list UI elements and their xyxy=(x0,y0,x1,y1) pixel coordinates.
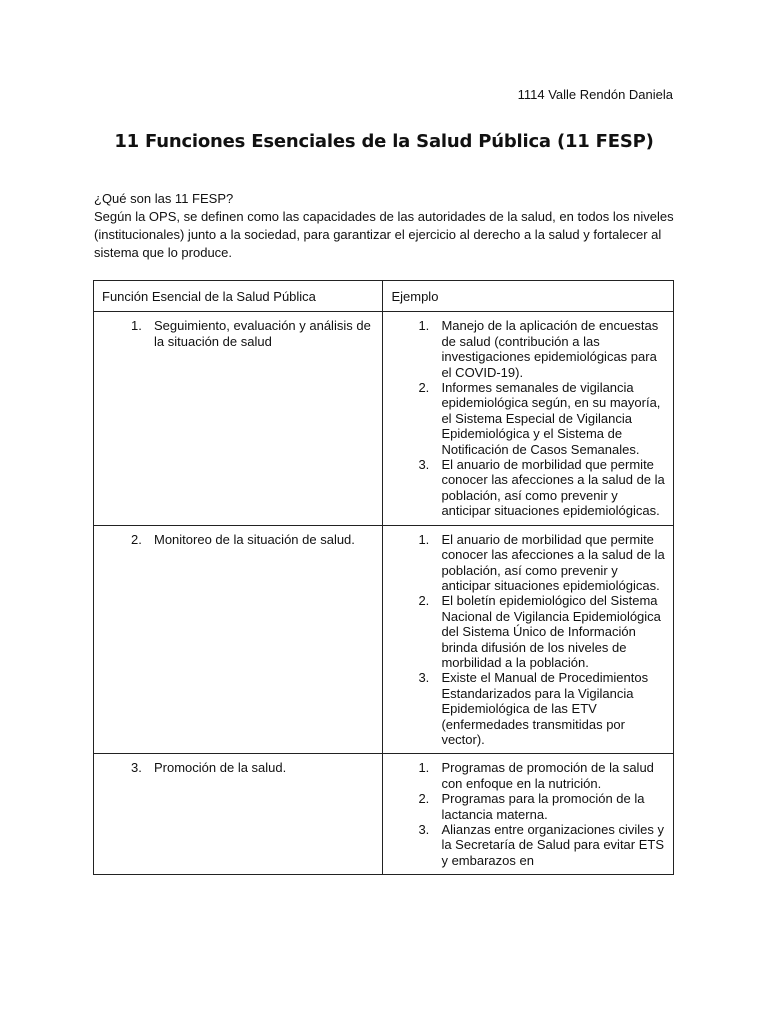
fesp-table xyxy=(93,280,674,875)
example-cell xyxy=(383,754,674,875)
intro-answer: Según la OPS, se definen como las capacidades de las autoridades de la salud, en todos los niveles (institucionales) junto a la sociedad, para garantizar el ejercicio al derecho a la salud y fortalecer al sistema que lo produce. xyxy=(94,209,674,260)
function-cell xyxy=(94,754,383,875)
table-row xyxy=(94,312,674,525)
example-item: 1. Manejo de la aplicación de encuestas de salud (contribución a las investigaciones epidemiológicas para el COVID-19). xyxy=(418,318,659,380)
example-item: 2. Programas para la promoción de la lactancia materna. xyxy=(418,791,645,822)
intro-question: ¿Qué son las 11 FESP? xyxy=(94,191,234,206)
example-item: 2. Informes semanales de vigilancia epidemiológica según, en su mayoría, el Sistema Especial de Vigilancia Epidemiológica y el Sistema de Notificación de Casos Semanales. xyxy=(418,380,661,457)
header-function: Función Esencial de la Salud Pública xyxy=(94,281,383,312)
example-item: 1. El anuario de morbilidad que permite conocer las afecciones a la salud de la población, así como prevenir y anticipar situaciones epidemiológicas. xyxy=(418,531,665,593)
example-cell xyxy=(383,312,674,525)
intro-section xyxy=(94,190,674,262)
function-item: 2. Monitoreo de la situación de salud. xyxy=(131,531,355,547)
example-item: 3. Existe el Manual de Procedimientos Estandarizados para la Vigilancia Epidemiológica de las ETV (enfermedades transmitidas por vector). xyxy=(418,670,649,747)
example-cell xyxy=(383,525,674,754)
function-cell xyxy=(94,525,383,754)
table-row xyxy=(94,754,674,875)
document-title: 11 Funciones Esenciales de la Salud Pública (11 FESP) xyxy=(114,131,654,152)
table-row xyxy=(94,525,674,754)
example-item: 3. Alianzas entre organizaciones civiles y la Secretaría de Salud para evitar ETS y embarazos en xyxy=(418,822,665,868)
author-name: 1114 Valle Rendón Daniela xyxy=(517,87,673,102)
example-item: 2. El boletín epidemiológico del Sistema Nacional de Vigilancia Epidemiológica del Sistema Único de Información brinda difusión de los niveles de morbilidad a la población. xyxy=(418,593,661,670)
table-header-row xyxy=(94,281,674,312)
example-item: 1. Programas de promoción de la salud con enfoque en la nutrición. xyxy=(418,760,654,791)
header-example: Ejemplo xyxy=(383,281,674,312)
function-item: 3. Promoción de la salud. xyxy=(131,760,287,776)
function-item: 1. Seguimiento, evaluación y análisis de la situación de salud xyxy=(131,318,371,349)
function-cell xyxy=(94,312,383,525)
example-item: 3. El anuario de morbilidad que permite conocer las afecciones a la salud de la población, así como prevenir y anticipar situaciones epidemiológicas. xyxy=(418,457,665,519)
